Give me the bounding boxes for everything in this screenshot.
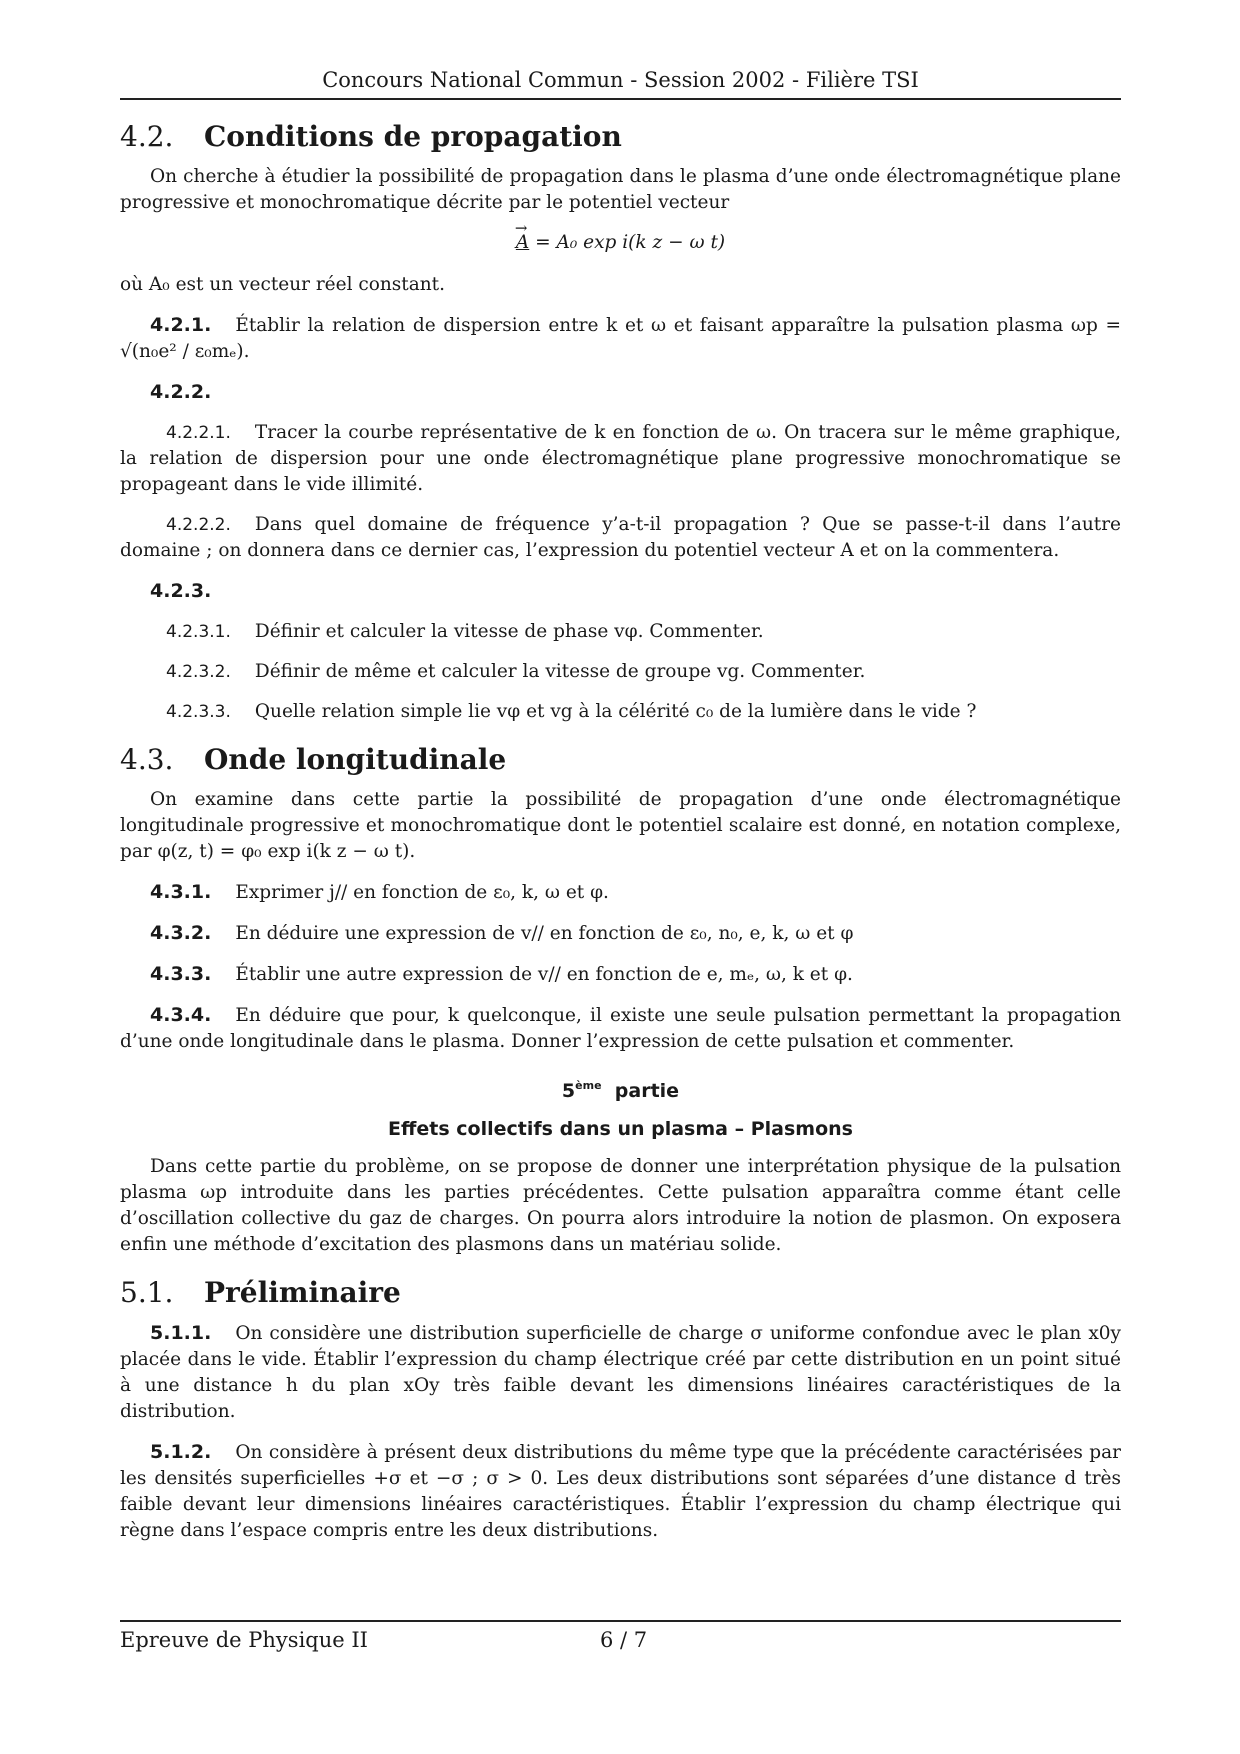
question-number: 4.2.2.1.	[166, 423, 231, 443]
question-4-3-2	[120, 920, 1121, 947]
section-4-2-heading	[120, 120, 1121, 154]
running-header: Concours National Commun - Session 2002 - Filière TSI	[322, 68, 919, 92]
question-4-2-2-1	[120, 420, 1121, 498]
footer-exam-title: Epreuve de Physique II	[120, 1628, 368, 1652]
equation-rhs: = A₀ exp i(k z − ω t)	[535, 232, 726, 253]
question-number: 4.3.3.	[150, 963, 212, 985]
question-number: 4.3.2.	[150, 922, 212, 944]
question-text: En déduire que pour, k quelconque, il existe une seule pulsation permettant la propagation d’une onde longitudinale dans le plasma. Donner l’expression de cette pulsation et commenter.	[120, 1005, 1121, 1052]
question-number: 4.2.3.3.	[166, 702, 231, 722]
question-4-2-3-2	[120, 659, 1121, 685]
question-4-2-1	[120, 312, 1121, 365]
s43-intro: On examine dans cette partie la possibilité de propagation d’une onde électromagnétique longitudinale progressive et monochromatique dont le potentiel scalaire est donné, en notation complexe, par φ(z, t) = φ₀ exp i(k z − ω t).	[120, 789, 1121, 862]
section-4-3-heading	[120, 743, 1121, 777]
main-content	[120, 120, 1121, 1558]
question-text: Définir de même et calculer la vitesse de groupe vg. Commenter.	[254, 661, 866, 682]
question-number: 4.2.2.2.	[166, 515, 231, 535]
section-title: Préliminaire	[204, 1276, 401, 1309]
question-number: 5.1.1.	[150, 1322, 212, 1344]
question-4-2-3-3	[120, 699, 1121, 725]
part-word: partie	[614, 1080, 680, 1102]
question-number: 4.3.4.	[150, 1004, 212, 1026]
part-number: 5	[561, 1080, 576, 1102]
question-text: Établir une autre expression de v// en fonction de e, mₑ, ω, k et φ.	[235, 964, 853, 985]
question-number: 4.2.1.	[150, 314, 212, 336]
question-5-1-1	[120, 1320, 1121, 1425]
page-number: 6 / 7	[600, 1628, 648, 1652]
section-number: 4.2.	[120, 120, 174, 153]
question-number: 4.3.1.	[150, 881, 212, 903]
question-number: 4.2.3.1.	[166, 622, 231, 642]
section-number: 4.3.	[120, 743, 174, 776]
question-5-1-2	[120, 1439, 1121, 1544]
section-title: Conditions de propagation	[204, 120, 622, 153]
footer-rule	[120, 1620, 1121, 1622]
question-text: Dans quel domaine de fréquence y’a-t-il propagation ? Que se passe-t-il dans l’autre domaine ; on donnera dans ce dernier cas, l’expression du potentiel vecteur A et on la commentera.	[120, 514, 1121, 561]
question-text: Établir la relation de dispersion entre k et ω et faisant apparaître la pulsation plasma ωp = √(n₀e² / ε₀mₑ).	[120, 315, 1121, 362]
question-4-3-1	[120, 879, 1121, 906]
question-number: 4.2.3.	[150, 580, 212, 602]
question-text: On considère à présent deux distributions du même type que la précédente caractérisées par les densités superficielles +σ et −σ ; σ > 0. Les deux distributions sont séparées d’une distance d très faible devant leur dimensions linéaires caractéristiques. Établir l’expression du champ électrique qui règne dans l’espace compris entre les deux distributions.	[120, 1442, 1121, 1541]
question-4-3-4	[120, 1002, 1121, 1055]
section-title: Onde longitudinale	[204, 743, 507, 776]
part-5-label	[120, 1073, 1121, 1104]
part-5-intro: Dans cette partie du problème, on se propose de donner une interprétation physique de la pulsation plasma ωp introduite dans les parties précédentes. Cette pulsation apparaîtra comme étant celle d’oscillation collective du gaz de charges. On pourra alors introduire la notion de plasmon. On exposera enfin une méthode d’excitation des plasmons dans un matériau solide.	[120, 1156, 1121, 1255]
question-4-3-3	[120, 961, 1121, 988]
question-text: En déduire une expression de v// en fonction de ε₀, n₀, e, k, ω et φ	[235, 923, 854, 944]
header-rule	[120, 98, 1121, 100]
question-text: Définir et calculer la vitesse de phase vφ. Commenter.	[254, 621, 764, 642]
question-4-2-2	[120, 379, 1121, 406]
question-text: Tracer la courbe représentative de k en fonction de ω. On tracera sur le même graphique, la relation de dispersion pour une onde électromagnétique plane progressive monochromatique se propageant dans le vide illimité.	[120, 422, 1121, 495]
question-number: 5.1.2.	[150, 1441, 212, 1463]
part-5-title: Effets collectifs dans un plasma – Plasmons	[388, 1118, 853, 1140]
question-4-2-2-2	[120, 512, 1121, 564]
question-4-2-3-1	[120, 619, 1121, 645]
section-number: 5.1.	[120, 1276, 174, 1309]
question-text: Quelle relation simple lie vφ et vg à la célérité c₀ de la lumière dans le vide ?	[254, 701, 977, 722]
question-text: On considère une distribution superficielle de charge σ uniforme confondue avec le plan x0y placée dans le vide. Établir l’expression du champ électrique créé par cette distribution en un point situé à une distance h du plan xOy très faible devant les dimensions linéaires caractéristiques de la distribution.	[120, 1323, 1121, 1422]
s42-where: où A₀ est un vecteur réel constant.	[120, 274, 445, 295]
section-5-1-heading	[120, 1276, 1121, 1310]
question-4-2-3	[120, 578, 1121, 605]
question-number: 4.2.3.2.	[166, 662, 231, 682]
question-text: Exprimer j// en fonction de ε₀, k, ω et φ.	[235, 882, 609, 903]
vector-a: → A	[516, 230, 529, 256]
vector-potential-equation	[120, 230, 1121, 256]
question-number: 4.2.2.	[150, 381, 212, 403]
s42-intro: On cherche à étudier la possibilité de propagation dans le plasma d’une onde électromagnétique plane progressive et monochromatique décrite par le potentiel vecteur	[120, 166, 1121, 213]
part-superscript: ème	[575, 1079, 602, 1092]
